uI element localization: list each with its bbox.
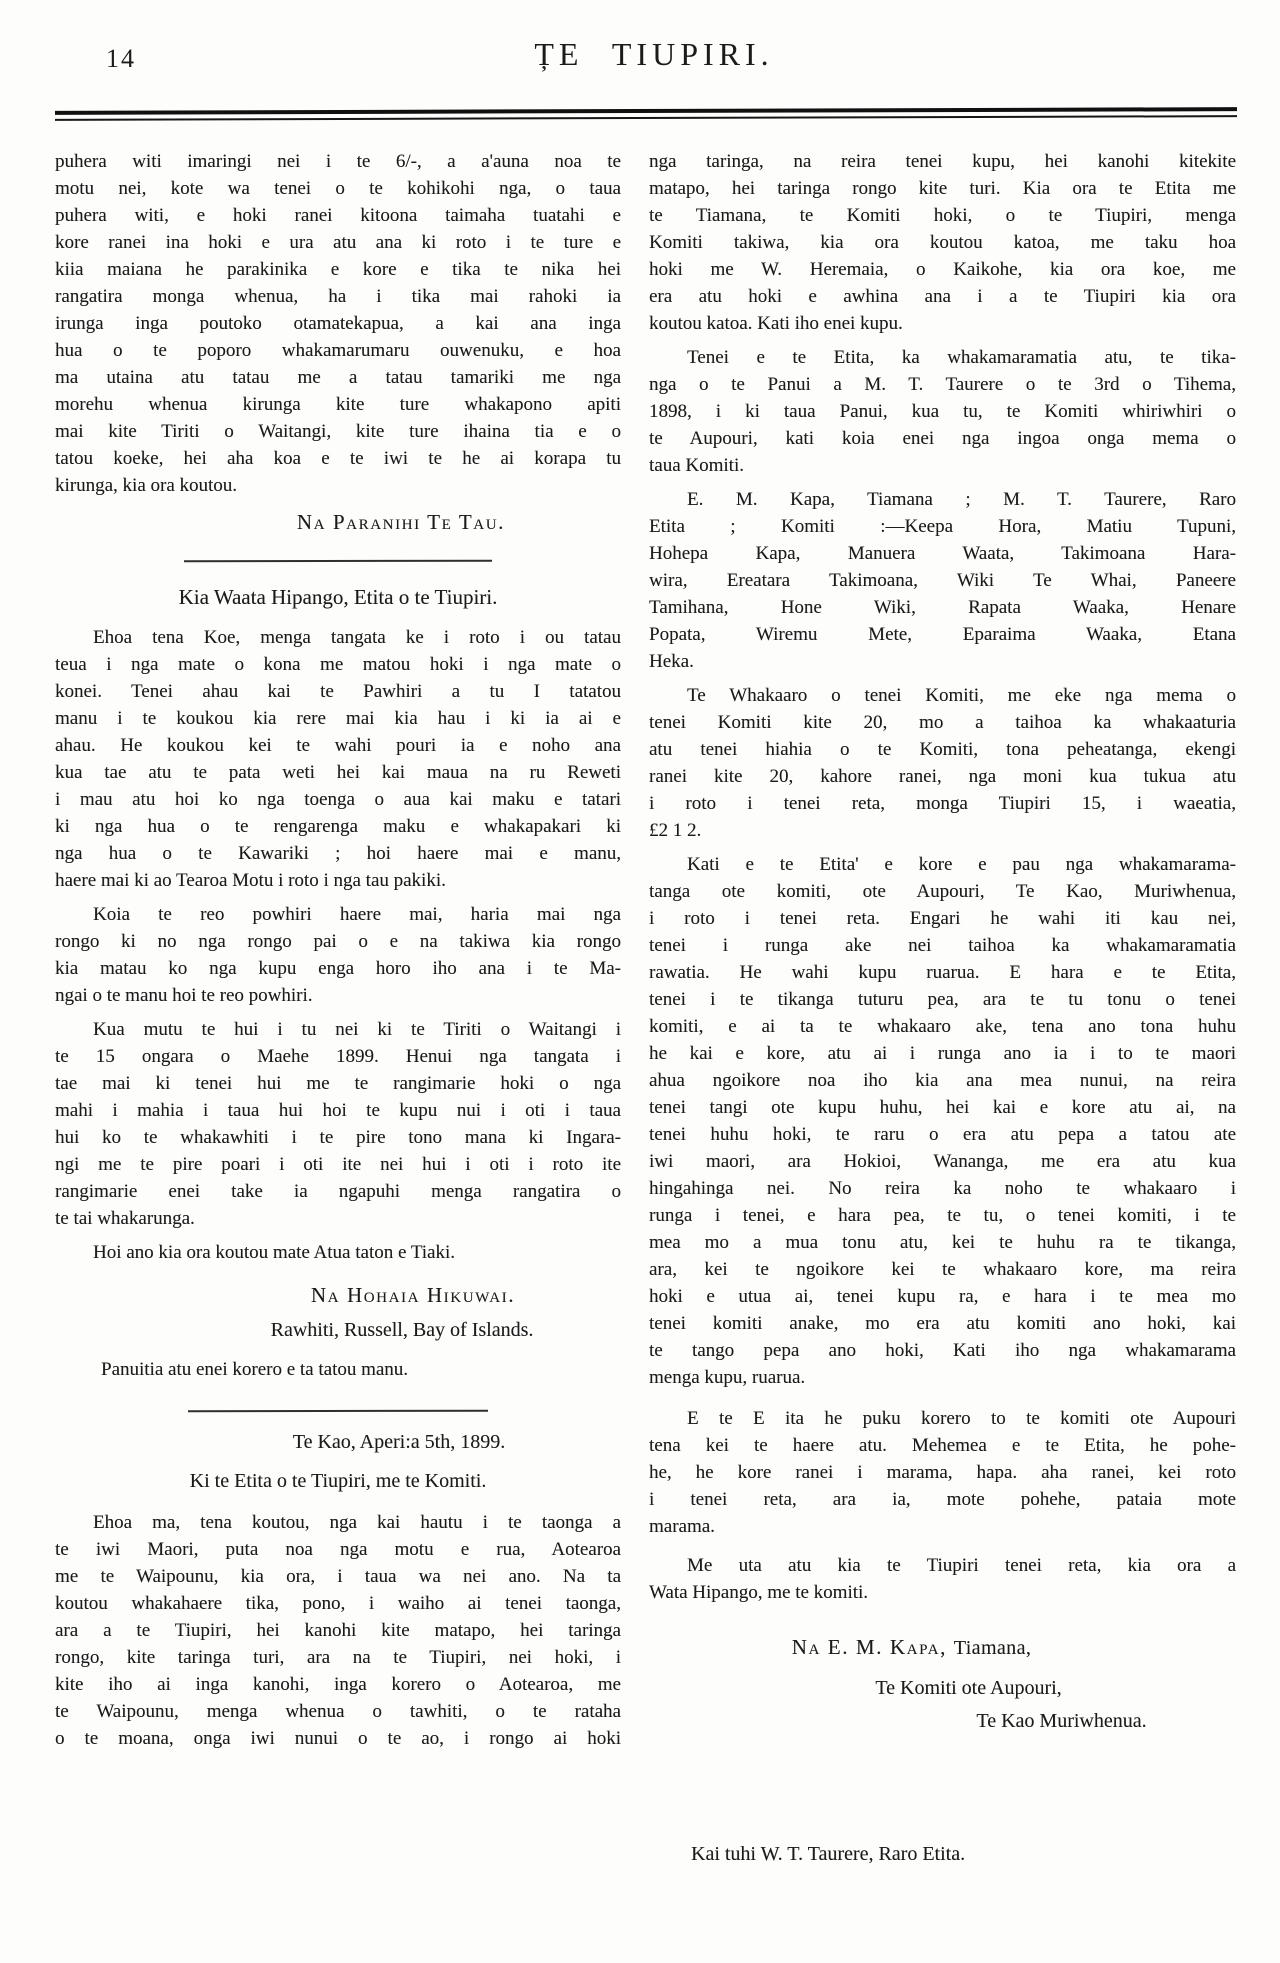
text-line: te tango pepa ano hoki, Kati iho nga whakamarama bbox=[649, 1340, 1236, 1361]
text-line: 1898, i ki taua Panui, kua tu, te Komiti whiriwhiri o bbox=[649, 401, 1236, 422]
text-line: Kua mutu te hui i tu nei ki te Tiriti o Waitangi i bbox=[93, 1019, 621, 1040]
text-line: me te Waipounu, kia ora, i taua wa nei ano. Na ta bbox=[55, 1566, 621, 1587]
signature: Na Hohaia Hikuwai. bbox=[310, 1283, 516, 1307]
paragraph bbox=[55, 1239, 621, 1266]
signature: Na Paranihi Te Tau. bbox=[296, 510, 505, 534]
page-number: 14 bbox=[106, 44, 136, 73]
text-line: morehu whenua kirunga kite ture whakapono apiti bbox=[55, 394, 621, 415]
text-line: E. M. Kapa, Tiamana ; M. T. Taurere, Raro bbox=[687, 489, 1236, 510]
text-line: puhera witi imaringi nei i te 6/-, a a'auna noa te bbox=[55, 151, 621, 172]
paragraph bbox=[649, 851, 1236, 1391]
paragraph bbox=[55, 901, 621, 1009]
text-line: kite iho ai inga kanohi, inga korero o Aotearoa, me bbox=[55, 1674, 621, 1695]
text-line: mahi i mahia i taua hui hoi te kupu nui i oti i taua bbox=[55, 1100, 621, 1121]
paragraph bbox=[649, 1552, 1236, 1606]
text-line: he kai e kore, atu ai i runga ano ia i to te maori bbox=[649, 1043, 1236, 1064]
signature-place: Rawhiti, Russell, Bay of Islands. bbox=[270, 1319, 534, 1341]
masthead-divider-rule bbox=[55, 107, 1237, 121]
text-line: kia matau ko nga kupu enga horo iho ana i te Ma- bbox=[55, 958, 621, 979]
salutation: Ki te Etita o te Tiupiri, me te Komiti. bbox=[189, 1470, 487, 1492]
signature-role: Tiamana, bbox=[953, 1637, 1032, 1659]
text-line: mea mo a mua tonu atu, kei te huhu ra te tikanga, bbox=[649, 1232, 1236, 1253]
text-line: matapo, hei taringa rongo kite turi. Kia ora te Etita me bbox=[649, 178, 1236, 199]
text-line: Tenei e te Etita, ka whakamaramatia atu, te tika- bbox=[687, 347, 1236, 368]
text-line: rangatira monga whenua, ha i tika mai rahoki ia bbox=[55, 286, 621, 307]
text-line: rawatia. He wahi kupu ruarua. E hara e te Etita, bbox=[649, 962, 1236, 983]
text-line: Hoi ano kia ora koutou mate Atua taton e Tiaki. bbox=[93, 1242, 456, 1263]
text-line: i tenei reta, ara ia, mote pohehe, pataia mote bbox=[649, 1489, 1236, 1510]
text-line: ma utaina atu tatau me a tatau tamariki me nga bbox=[55, 367, 621, 388]
text-line: menga kupu, ruarua. bbox=[649, 1367, 806, 1388]
text-line: hoki me W. Heremaia, o Kaikohe, kia ora koe, me bbox=[649, 259, 1236, 280]
text-line: hua o te poporo whakamarumaru ouwenuku, e hoa bbox=[55, 340, 621, 361]
text-line: nga taringa, na reira tenei kupu, hei kanohi kitekite bbox=[649, 151, 1236, 172]
text-line: E te E ita he puku korero to te komiti ote Aupouri bbox=[687, 1408, 1236, 1429]
text-line: ara, kei te ngoikore kei te whakaaro kore, ma reira bbox=[649, 1259, 1236, 1280]
text-line: atu tenei hiahia o te Komiti, tona peheatanga, ekengi bbox=[649, 739, 1236, 760]
text-line: tenei tangi ote kupu huhu, hei kai e kore atu ai, na bbox=[649, 1097, 1236, 1118]
text-line: rongo, kite taringa turi, ara na te Tiupiri, nei hoki, i bbox=[55, 1647, 621, 1668]
text-line: he, he kore ranei i marama, hapa. aha ranei, kei roto bbox=[649, 1462, 1236, 1483]
text-line: kore ranei ina hoki e ura atu ana ki roto i te ture e bbox=[55, 232, 621, 253]
text-line: Popata, Wiremu Mete, Eparaima Waaka, Etana bbox=[649, 624, 1236, 645]
text-line: hoki e utua ai, tenei kupu ra, e hara i te mea mo bbox=[649, 1286, 1236, 1307]
text-line: nga o te Panui a M. T. Taurere o te 3rd o Tihema, bbox=[649, 374, 1236, 395]
text-line: motu nei, kote wa tenei o te kohikohi nga, o taua bbox=[55, 178, 621, 199]
text-line: tenei komiti anake, mo era atu komiti ano hoki, kai bbox=[649, 1313, 1236, 1334]
text-line: komiti, e ai ta te whakaaro ake, tena ano tona huhu bbox=[649, 1016, 1236, 1037]
left-column bbox=[55, 148, 621, 1759]
text-line: i mau atu hoi ko nga toenga o aua kai maku e tatari bbox=[55, 789, 621, 810]
section-divider bbox=[184, 560, 492, 563]
text-line: puhera witi, e hoki ranei kitoona taimaha tuatahi e bbox=[55, 205, 621, 226]
text-line: era atu hoki e awhina ana i a te Tiupiri kia ora bbox=[649, 286, 1236, 307]
text-line: £2 1 2. bbox=[649, 820, 702, 841]
text-line: ara a te Tiupiri, hei kanohi kite matapo, hei taringa bbox=[55, 1620, 621, 1641]
text-line: nga hua o te Kawariki ; hoi haere mai e manu, bbox=[55, 843, 621, 864]
text-line: te Aupouri, kati koia enei nga ingoa onga mema o bbox=[649, 428, 1236, 449]
text-line: kiia maiana he parakinika e kore e tika te nika hei bbox=[55, 259, 621, 280]
text-line: manu i te koukou kia rere mai kia hau i ki ia ai e bbox=[55, 708, 621, 729]
text-line: tenei i runga ake nei taihoa ka whakamaramatia bbox=[649, 935, 1236, 956]
text-line: tenei Komiti kite 20, mo a taihoa ka whakaaturia bbox=[649, 712, 1236, 733]
text-line: Te Whakaaro o tenei Komiti, me eke nga mema o bbox=[687, 685, 1236, 706]
text-line: kua tae atu te pata weti hei kai maua na ru Reweti bbox=[55, 762, 621, 783]
text-line: Ehoa tena Koe, menga tangata ke i roto i ou tatau bbox=[93, 627, 621, 648]
text-line: iwi maori, ara Hokioi, Wananga, me era atu kua bbox=[649, 1151, 1236, 1172]
text-line: Me uta atu kia te Tiupiri tenei reta, kia ora a bbox=[687, 1555, 1236, 1576]
text-line: Etita ; Komiti :—Keepa Hora, Matiu Tupuni, bbox=[649, 516, 1236, 537]
paragraph bbox=[55, 1016, 621, 1232]
text-line: ranei kite 20, kahore ranei, nga moni kua tukua atu bbox=[649, 766, 1236, 787]
text-line: Ehoa ma, tena koutou, nga kai hautu i te taonga a bbox=[93, 1512, 621, 1533]
text-line: te 15 ongara o Maehe 1899. Henui nga tangata i bbox=[55, 1046, 621, 1067]
text-line: tae mai ki tenei hui me te rangimarie hoki o nga bbox=[55, 1073, 621, 1094]
text-line: i roto i tenei reta, monga Tiupiri 15, i waeatia, bbox=[649, 793, 1236, 814]
signature bbox=[649, 1634, 1236, 1662]
paragraph bbox=[649, 344, 1236, 479]
text-line: runga i tenei, e hara pea, te tu, o tenei komiti, i te bbox=[649, 1205, 1236, 1226]
text-line: koutou katoa. Kati iho enei kupu. bbox=[649, 313, 903, 334]
text-line: Wata Hipango, me te komiti. bbox=[649, 1582, 869, 1603]
text-line: tanga ote komiti, ote Aupouri, Te Kao, Muriwhenua, bbox=[649, 881, 1236, 902]
text-line: koutou whakahaere tika, pono, i waiho ai tenei taonga, bbox=[55, 1593, 621, 1614]
paragraph bbox=[649, 486, 1236, 675]
section-divider bbox=[188, 1410, 488, 1413]
paragraph bbox=[55, 148, 621, 499]
text-line: rongo ki no nga rongo pai o e na takiwa kia rongo bbox=[55, 931, 621, 952]
scribe-credit: Kai tuhi W. T. Taurere, Raro Etita. bbox=[691, 1843, 966, 1865]
text-line: konei. Tenei ahau kai te Pawhiri a tu I tatatou bbox=[55, 681, 621, 702]
text-line: ahua ngoikore noa iho kia ana mea nunui, na reira bbox=[649, 1070, 1236, 1091]
signature-place: Te Kao Muriwhenua. bbox=[976, 1710, 1147, 1732]
text-line: Heka. bbox=[649, 651, 694, 672]
dateline: Te Kao, Aperi:a 5th, 1899. bbox=[292, 1431, 506, 1453]
text-line: kirunga, kia ora koutou. bbox=[55, 475, 238, 496]
paragraph bbox=[649, 148, 1236, 337]
text-line: irunga inga poutoko otamatekapua, a kai ana inga bbox=[55, 313, 621, 334]
text-line: hingahinga nei. No reira ka noho te whakaaro i bbox=[649, 1178, 1236, 1199]
text-line: ngai o te manu hoi te reo powhiri. bbox=[55, 985, 313, 1006]
text-line: Kati e te Etita' e kore e pau nga whakamarama- bbox=[687, 854, 1236, 875]
text-line: hui ko te whakawhiti i te pire tono mana ki Ingara- bbox=[55, 1127, 621, 1148]
text-line: rangimarie enei take ia ngapuhi menga rangatira o bbox=[55, 1181, 621, 1202]
letter-heading: Kia Waata Hipango, Etita o te Tiupiri. bbox=[178, 585, 498, 609]
text-line: ahau. He koukou kei te wahi pouri ia e noho ana bbox=[55, 735, 621, 756]
text-line: i roto i tenei reta. Engari he wahi iti kau nei, bbox=[649, 908, 1236, 929]
text-line: ki nga hua o te rengarenga maku e whakapakari ki bbox=[55, 816, 621, 837]
text-line: te tai whakarunga. bbox=[55, 1208, 195, 1229]
masthead-title: ȚE TIUPIRI. bbox=[534, 36, 774, 72]
text-line: o te moana, onga iwi nunui o te ao, i rongo ai hoki bbox=[55, 1728, 621, 1749]
closing-line: Panuitia atu enei korero e ta tatou manu. bbox=[101, 1359, 409, 1380]
text-line: Koia te reo powhiri haere mai, haria mai nga bbox=[93, 904, 621, 925]
text-line: te Waipounu, menga whenua o tawhiti, o te rataha bbox=[55, 1701, 621, 1722]
text-line: tenei i te tikanga tuturu pea, ara te tu tonu o tenei bbox=[649, 989, 1236, 1010]
text-line: te iwi Maori, puta noa nga motu e rua, Aotearoa bbox=[55, 1539, 621, 1560]
text-line: Komiti takiwa, kia ora koutou katoa, me taku hoa bbox=[649, 232, 1236, 253]
text-line: ngi me te pire poari i oti ite nei hui i oti i roto ite bbox=[55, 1154, 621, 1175]
text-line: haere mai ki ao Tearoa Motu i roto i nga tau pakiki. bbox=[55, 870, 446, 891]
text-line: tatou koeke, hei aha koa e te iwi te he ai korapa tu bbox=[55, 448, 621, 469]
text-line: Tamihana, Hone Wiki, Rapata Waaka, Henare bbox=[649, 597, 1236, 618]
signature-name: Na E. M. Kapa, bbox=[791, 1635, 947, 1659]
paragraph bbox=[649, 1405, 1236, 1540]
text-line: Hohepa Kapa, Manuera Waata, Takimoana Hara- bbox=[649, 543, 1236, 564]
text-line: tenei huhu hoki, te raru o era atu pepa a tatou ate bbox=[649, 1124, 1236, 1145]
text-line: marama. bbox=[649, 1516, 715, 1537]
text-line: tena kei te haere atu. Mehemea e te Etita, he pohe- bbox=[649, 1435, 1236, 1456]
paragraph bbox=[649, 682, 1236, 844]
text-line: wira, Ereatara Takimoana, Wiki Te Whai, Paneere bbox=[649, 570, 1236, 591]
text-line: mai kite Tiriti o Waitangi, kite ture ihaina tia e o bbox=[55, 421, 621, 442]
text-line: taua Komiti. bbox=[649, 455, 744, 476]
paragraph bbox=[55, 1509, 621, 1752]
paragraph bbox=[55, 624, 621, 894]
text-line: teua i nga mate o kona me matou hoki i nga mate o bbox=[55, 654, 621, 675]
text-line: te Tiamana, te Komiti hoki, o te Tiupiri, menga bbox=[649, 205, 1236, 226]
signature-organisation: Te Komiti ote Aupouri, bbox=[875, 1677, 1062, 1699]
right-column bbox=[649, 148, 1236, 1868]
